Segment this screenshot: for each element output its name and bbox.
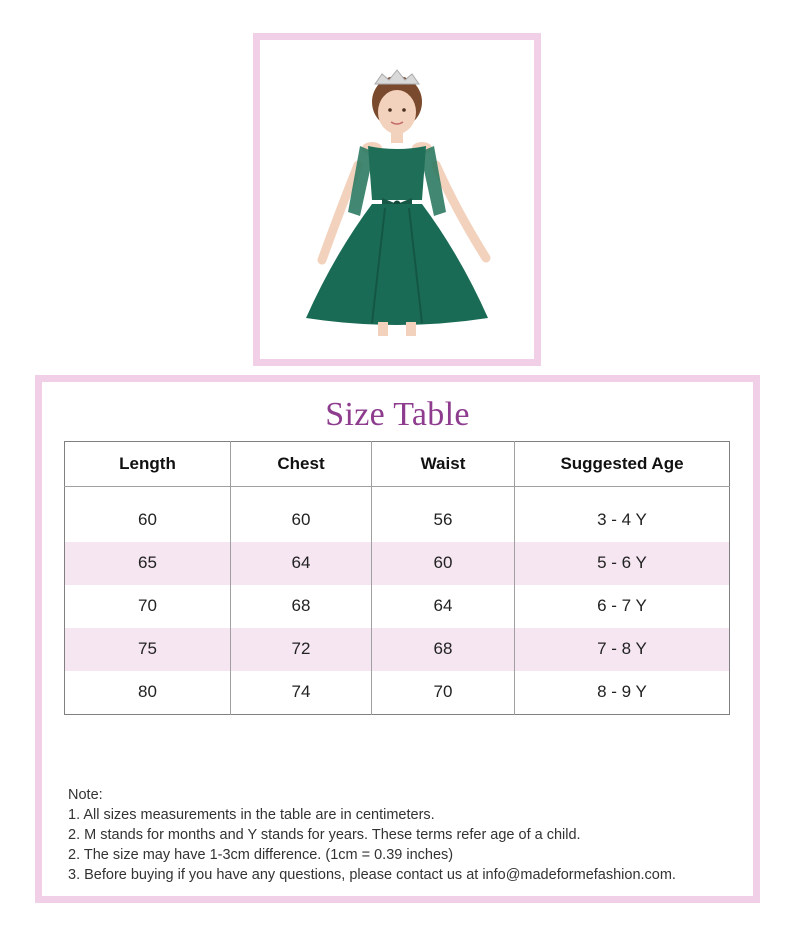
table-cell: 80 [138,682,157,701]
table-cell: 72 [231,628,372,671]
table-cell: 7 - 8 Y [515,628,730,671]
table-cell: 6 - 7 Y [515,585,730,628]
table-cell: 60 [231,487,372,542]
column-header-chest: Chest [231,442,372,487]
column-header-suggested-age: Suggested Age [515,442,730,487]
column-header-length: Length [65,442,231,487]
table-row [65,487,730,542]
notes-section [68,785,748,885]
table-row [65,628,730,671]
table-cell: 5 - 6 Y [515,542,730,585]
product-photo [260,40,534,359]
table-row [65,585,730,628]
size-table-title: Size Table [325,396,470,433]
table-cell: 56 [372,487,515,542]
table-cell: 65 [65,542,231,585]
table-cell: 64 [372,585,515,628]
table-cell: 68 [231,585,372,628]
table-cell: 70 [138,596,157,615]
table-row [65,542,730,585]
table-cell: 75 [65,628,231,671]
table-cell: 3 - 4 Y [515,487,730,542]
table-cell: 74 [231,671,372,715]
table-cell: 60 [138,510,157,530]
table-row [65,671,730,715]
note-line: 1. All sizes measurements in the table are in centimeters. [68,807,435,823]
table-cell: 8 - 9 Y [515,671,730,715]
column-header-waist: Waist [372,442,515,487]
note-line: 2. M stands for months and Y stands for years. These terms refer age of a child. [68,827,581,843]
size-table-panel [35,375,760,903]
product-photo-frame [253,33,541,366]
size-table [64,441,730,715]
table-cell: 70 [372,671,515,715]
table-header-row [65,442,730,487]
table-cell: 60 [372,542,515,585]
note-line: 2. The size may have 1-3cm difference. (1cm = 0.39 inches) [68,847,454,863]
notes-heading: Note: [68,787,103,803]
table-cell: 68 [372,628,515,671]
table-cell: 64 [231,542,372,585]
note-line: 3. Before buying if you have any questions, please contact us at info@madeformefashion.com. [68,867,676,883]
